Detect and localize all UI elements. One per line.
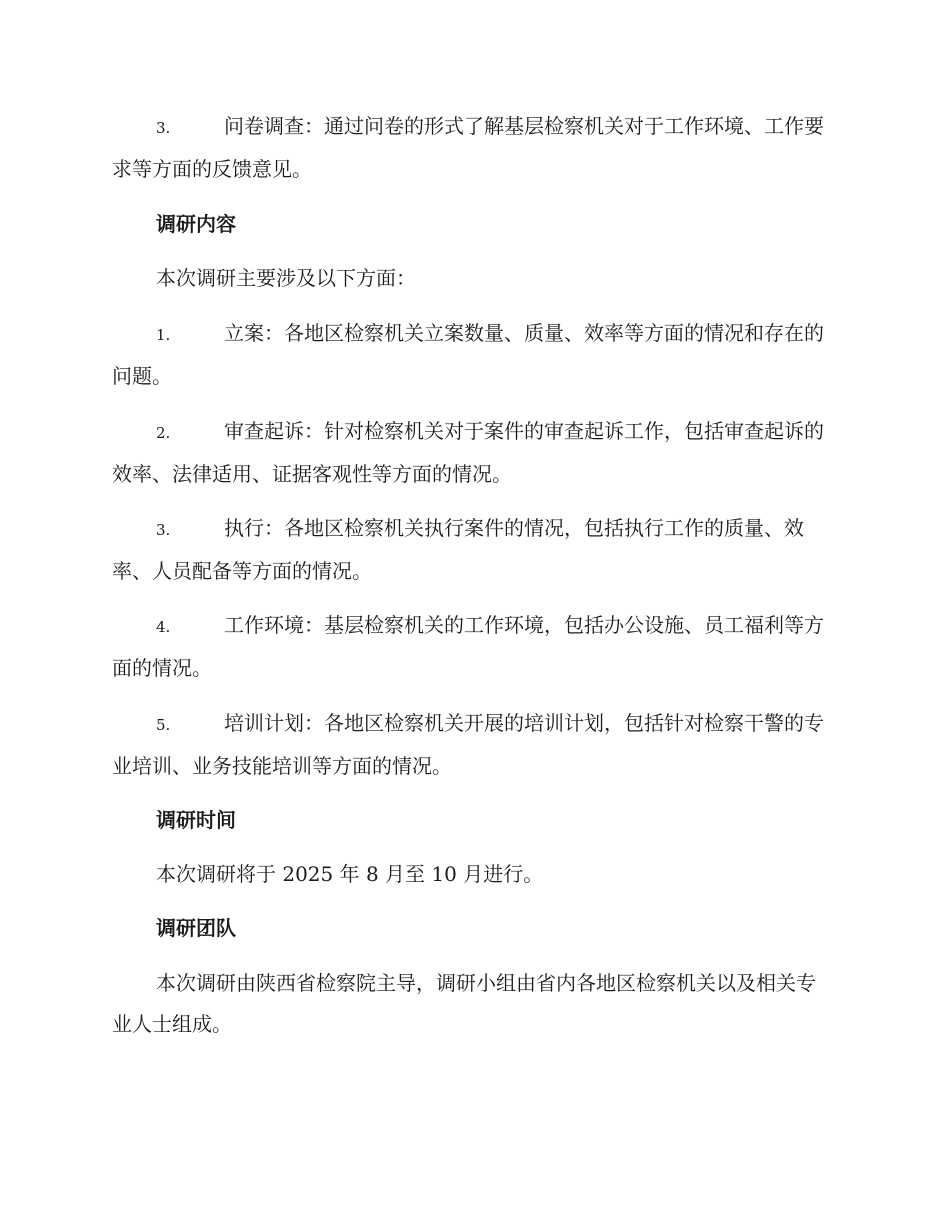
list-text: 问卷调查：通过问卷的形式了解基层检察机关对于工作环境、工作要求等方面的反馈意见。: [112, 114, 824, 181]
section-heading-time: 调研时间: [156, 808, 236, 832]
list-item: [112, 508, 832, 592]
list-item: [112, 605, 832, 689]
content-intro: 本次调研主要涉及以下方面：: [156, 266, 416, 290]
list-text: 工作环境：基层检察机关的工作环境，包括办公设施、员工福利等方面的情况。: [112, 613, 824, 680]
team-text: 本次调研由陕西省检察院主导，调研小组由省内各地区检察机关以及相关专业人士组成。: [112, 971, 816, 1036]
section-heading-content: 调研内容: [156, 212, 236, 236]
list-item: [112, 313, 832, 397]
list-text: 培训计划：各地区检察机关开展的培训计划，包括针对检察干警的专业培训、业务技能培训等方面的情况。: [112, 711, 824, 778]
list-number: 3.: [156, 521, 171, 539]
list-number: 3.: [156, 119, 171, 137]
list-text: 立案：各地区检察机关立案数量、质量、效率等方面的情况和存在的问题。: [112, 321, 824, 388]
list-text: 执行：各地区检察机关执行案件的情况，包括执行工作的质量、效率、人员配备等方面的情况。: [112, 516, 804, 583]
list-number: 1.: [156, 326, 171, 344]
time-text: 本次调研将于 2025 年 8 月至 10 月进行。: [156, 862, 544, 886]
list-text: 审查起诉：针对检察机关对于案件的审查起诉工作，包括审查起诉的效率、法律适用、证据客观性等方面的情况。: [112, 419, 824, 486]
section-heading-team: 调研团队: [156, 916, 236, 940]
list-number: 2.: [156, 424, 171, 442]
list-number: 4.: [156, 618, 171, 636]
list-item-questionnaire: [112, 106, 832, 190]
list-item: [112, 411, 832, 495]
list-number: 5.: [156, 716, 171, 734]
list-item: [112, 703, 832, 787]
